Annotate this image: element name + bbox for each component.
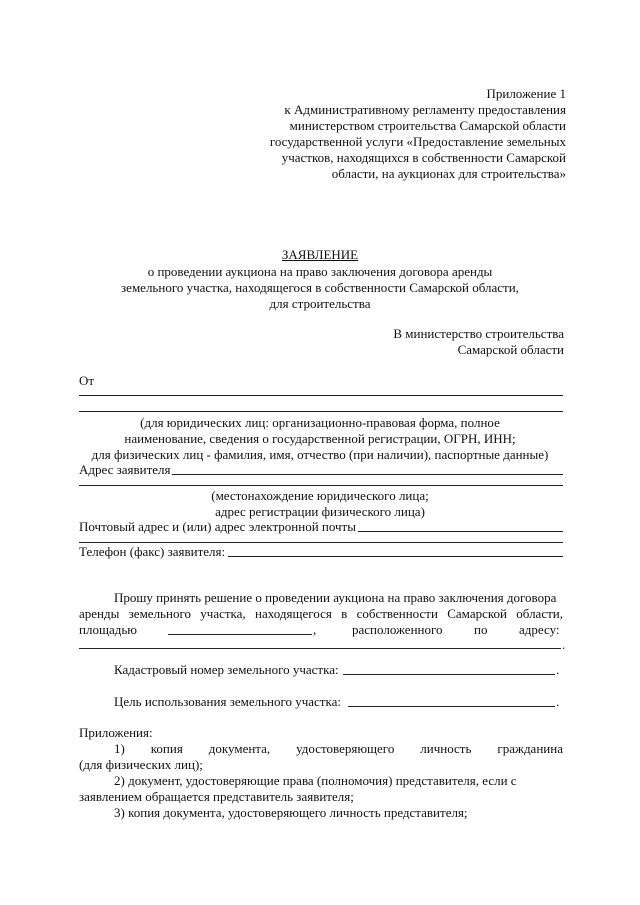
address-hint: адрес регистрации физического лица) — [215, 504, 425, 519]
statement-title: ЗАЯВЛЕНИЕ — [281, 247, 359, 262]
applicant-hint: наименование, сведения о государственной регистрации, ОГРН, ИНН; — [124, 431, 516, 446]
address-label: Адрес заявителя — [79, 462, 171, 477]
attachment-word: документа, — [208, 741, 271, 756]
purpose-label: Цель использования земельного участка: — [114, 694, 341, 709]
area-label: площадью — [79, 622, 137, 637]
attachment-item-1-cont: (для физических лиц); — [79, 757, 203, 772]
request-word: в — [341, 606, 348, 621]
request-word: Самарской — [447, 606, 507, 621]
cadastral-end: . — [556, 662, 560, 677]
attachment-item-2-cont: заявлением обращается представитель заявителя; — [79, 789, 354, 804]
applicant-field-line[interactable] — [79, 411, 563, 412]
attachment-item-2: 2) документ, удостоверяющие права (полномочия) представителя, если с — [114, 773, 517, 788]
address-word-label: адресу: — [519, 622, 560, 637]
postal-field-line[interactable] — [79, 542, 563, 543]
attachment-word: личность — [420, 741, 472, 756]
recipient-line: Самарской области — [457, 342, 564, 357]
purpose-field-line[interactable] — [348, 706, 555, 707]
statement-subtitle: земельного участка, находящегося в собственности Самарской области, — [121, 280, 519, 295]
area-comma: , — [313, 622, 317, 637]
cadastral-field-line[interactable] — [343, 674, 555, 675]
attachment-word: удостоверяющего — [296, 741, 395, 756]
address-field-line[interactable] — [79, 485, 563, 486]
request-word: аренды — [79, 606, 120, 621]
appendix-line: участков, находящихся в собственности Самарской — [281, 150, 566, 165]
request-word: участка, — [200, 606, 246, 621]
area-field-line[interactable] — [168, 634, 312, 635]
location-field-line[interactable] — [79, 648, 561, 649]
attachment-word: копия — [150, 741, 183, 756]
postal-label: Почтовый адрес и (или) адрес электронной почты — [79, 519, 356, 534]
appendix-line: области, на аукционах для строительства» — [331, 166, 566, 181]
cadastral-label: Кадастровый номер земельного участка: — [114, 662, 339, 677]
applicant-hint: (для юридических лиц: организационно-правовая форма, полное — [140, 415, 500, 430]
from-label: От — [79, 373, 95, 388]
attachments-heading: Приложения: — [79, 725, 153, 740]
request-line: Прошу принять решение о проведении аукциона на право заключения договора — [114, 590, 557, 605]
appendix-line: министерством строительства Самарской области — [289, 118, 566, 133]
phone-field-line[interactable] — [228, 556, 563, 557]
attachment-word: гражданина — [497, 741, 563, 756]
applicant-field-line[interactable] — [79, 395, 563, 396]
phone-label: Телефон (факс) заявителя: — [79, 544, 226, 559]
request-line-justified — [79, 606, 563, 621]
appendix-line: государственной услуги «Предоставление земельных — [269, 134, 566, 149]
recipient-line: В министерство строительства — [393, 326, 564, 341]
attachment-word: 1) — [114, 741, 125, 756]
address-field-line[interactable] — [172, 474, 563, 475]
located-label: расположенного — [352, 622, 443, 637]
applicant-hint: для физических лиц - фамилия, имя, отчество (при наличии), паспортные данные) — [91, 447, 549, 462]
statement-subtitle: о проведении аукциона на право заключения договора аренды — [147, 264, 493, 279]
postal-field-line[interactable] — [358, 531, 563, 532]
request-word: области, — [516, 606, 563, 621]
appendix-title: Приложение 1 — [486, 86, 566, 101]
po-label: по — [474, 622, 488, 637]
location-end: . — [562, 637, 566, 652]
appendix-line: к Административному регламенту предоставления — [284, 102, 566, 117]
request-word: находящегося — [255, 606, 332, 621]
attachment-item-1 — [114, 741, 563, 756]
address-hint: (местонахождение юридического лица; — [211, 488, 429, 503]
statement-subtitle: для строительства — [269, 296, 371, 311]
request-word: земельного — [128, 606, 191, 621]
request-word: собственности — [356, 606, 438, 621]
purpose-end: . — [556, 694, 560, 709]
attachment-item-3: 3) копия документа, удостоверяющего личность представителя; — [114, 805, 468, 820]
